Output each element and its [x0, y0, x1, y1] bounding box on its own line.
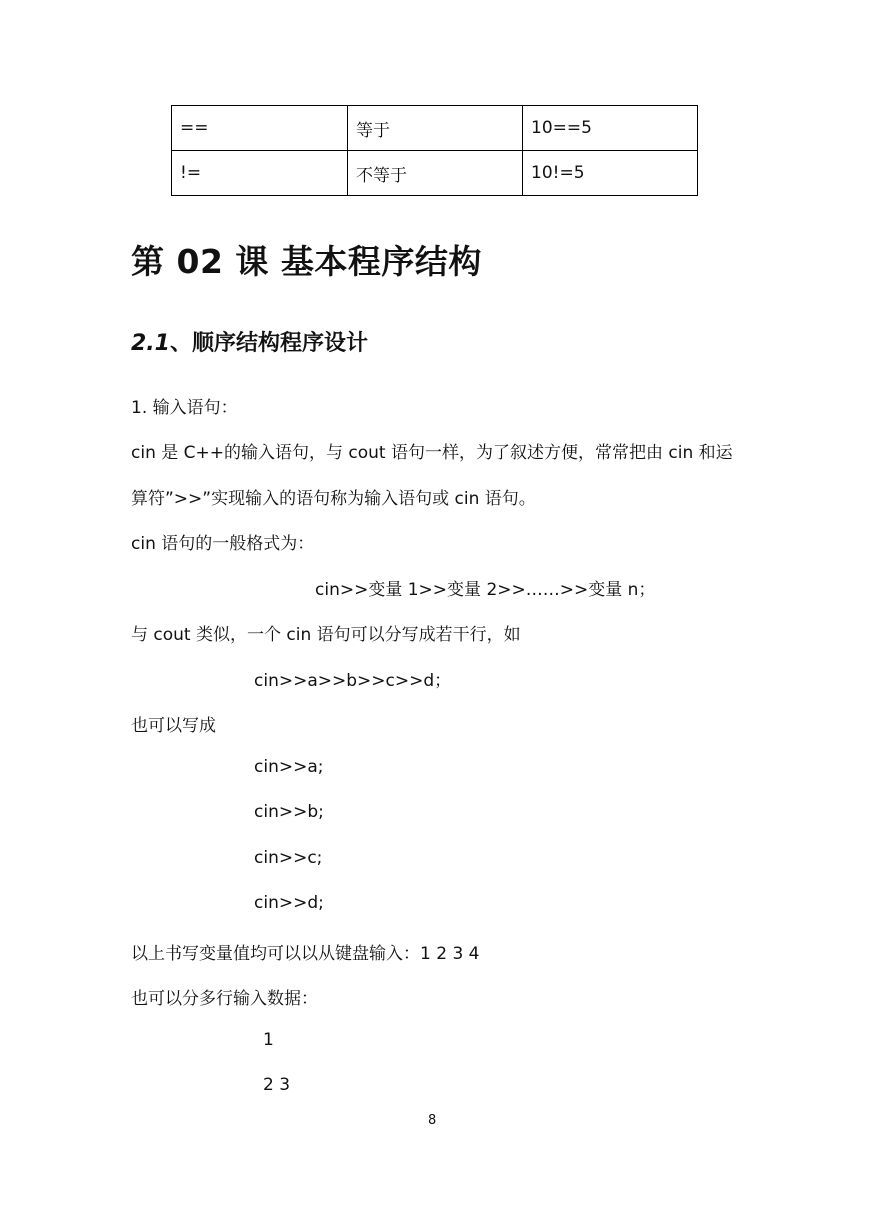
paragraph-line: cin 语句的一般格式为：: [131, 534, 315, 554]
code-line: cin>>d;: [254, 893, 324, 913]
code-line: cin>>c;: [254, 848, 323, 868]
table-cell-meaning: 等于: [348, 106, 523, 151]
lesson-title: 第 02 课 基本程序结构: [131, 242, 482, 281]
syntax-format: cin>>变量 1>>变量 2>>……>>变量 n；: [315, 580, 656, 600]
table-cell-operator: !=: [172, 151, 348, 196]
paragraph-line: 也可以写成: [131, 716, 216, 736]
table-cell-example: 10==5: [523, 106, 698, 151]
section-title: 、顺序结构程序设计: [169, 331, 368, 356]
code-line: cin>>a>>b>>c>>d；: [254, 671, 452, 691]
paragraph-line: 算符”>>”实现输入的语句称为输入语句或 cin 语句。: [131, 489, 536, 509]
list-item-heading: 1. 输入语句：: [131, 398, 238, 418]
table-cell-example: 10!=5: [523, 151, 698, 196]
table-cell-meaning: 不等于: [348, 151, 523, 196]
operator-table: [171, 105, 698, 196]
section-heading: [131, 326, 368, 357]
table-row: [172, 151, 698, 196]
input-line: 1: [263, 1030, 274, 1050]
section-number: 2.1: [131, 331, 170, 356]
paragraph-line: 也可以分多行输入数据：: [131, 989, 318, 1009]
paragraph-line: 与 cout 类似，一个 cin 语句可以分写成若干行，如: [131, 625, 521, 645]
input-line: 2 3: [263, 1075, 291, 1095]
paragraph-line: 以上书写变量值均可以以从键盘输入：1 2 3 4: [131, 944, 480, 964]
code-line: cin>>b;: [254, 802, 324, 822]
table-row: [172, 106, 698, 151]
table-cell-operator: ==: [172, 106, 348, 151]
paragraph-line: cin 是 C++的输入语句，与 cout 语句一样，为了叙述方便，常常把由 cin 和运: [131, 443, 733, 463]
code-line: cin>>a;: [254, 757, 324, 777]
page-number: 8: [428, 1113, 437, 1128]
